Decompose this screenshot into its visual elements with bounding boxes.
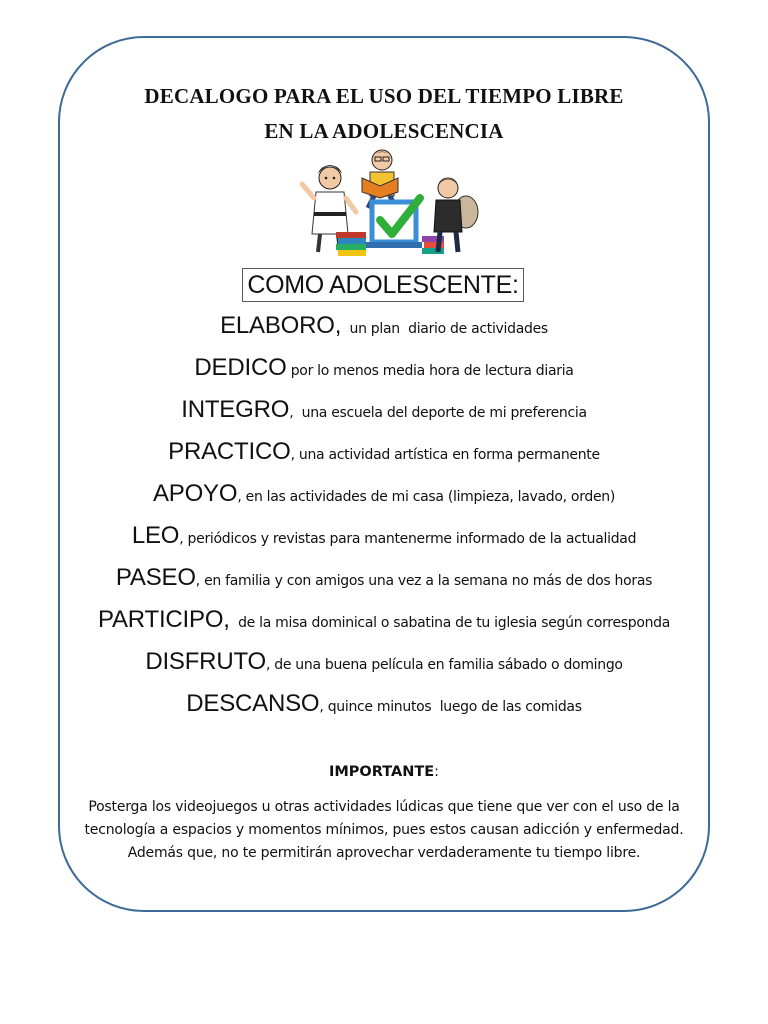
item-text: de la misa dominical o sabatina de tu iglesia según corresponda — [229, 615, 671, 631]
list-item — [58, 354, 710, 382]
item-keyword: PASEO — [115, 564, 196, 591]
section-heading: COMO ADOLESCENTE: — [242, 268, 524, 302]
item-text: , periódicos y revistas para mantenerme informado de la actualidad — [179, 531, 637, 547]
item-keyword: LEO — [131, 522, 180, 549]
item-text: , una escuela del deporte de mi preferencia — [289, 405, 587, 421]
item-keyword: PRACTICO — [168, 438, 291, 465]
title-line-2: EN LA ADOLESCENCIA — [264, 119, 504, 143]
important-paragraph: Posterga los videojuegos u otras actividades lúdicas que tiene que ver con el uso de la tecnología a espacios y momentos mínimos, pues estos causan adicción y enfermedad. Además que, no te permitirán aprovechar verdaderamente tu tiempo libre. — [84, 799, 684, 861]
item-text: , quince minutos luego de las comidas — [319, 699, 582, 715]
list-item — [58, 312, 710, 340]
item-text: un plan diario de actividades — [341, 321, 548, 337]
item-keyword: DISFRUTO — [145, 648, 266, 675]
important-heading — [58, 764, 710, 780]
backpack-boy-figure — [434, 178, 478, 252]
list-item — [58, 396, 710, 424]
reading-boy-figure — [362, 150, 398, 208]
teens-checkbox-illustration-icon — [296, 148, 480, 260]
item-text: , en familia y con amigos una vez a la semana no más de dos horas — [195, 573, 653, 589]
item-keyword: DESCANSO — [186, 690, 320, 717]
item-text: , de una buena película en familia sábado o domingo — [265, 657, 623, 673]
list-item — [58, 438, 710, 466]
list-item — [58, 522, 710, 550]
item-keyword: APOYO — [152, 480, 238, 507]
list-item — [58, 606, 710, 634]
item-keyword: PARTICIPO, — [97, 606, 230, 633]
list-item — [58, 564, 710, 592]
checkbox-icon — [366, 198, 422, 248]
title-line-1: DECALOGO PARA EL USO DEL TIEMPO LIBRE — [144, 84, 624, 108]
list-item — [58, 648, 710, 676]
item-keyword: ELABORO, — [220, 312, 342, 339]
list-item — [58, 480, 710, 508]
item-text: , en las actividades de mi casa (limpieza, lavado, orden) — [237, 489, 616, 505]
item-keyword: INTEGRO — [181, 396, 290, 423]
important-colon: : — [434, 764, 440, 780]
list-item — [58, 690, 710, 718]
item-keyword: DEDICO — [194, 354, 287, 381]
item-text: por lo menos media hora de lectura diaria — [286, 363, 574, 379]
important-label: IMPORTANTE — [328, 764, 435, 780]
item-text: , una actividad artística en forma permanente — [290, 447, 600, 463]
